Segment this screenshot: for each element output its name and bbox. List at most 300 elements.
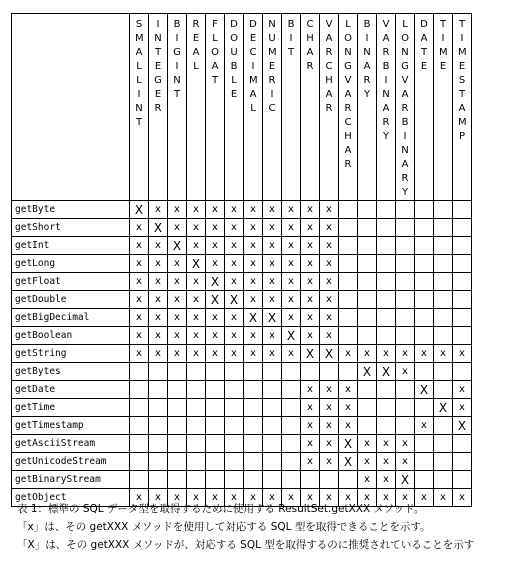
supported-mark: x bbox=[149, 273, 168, 291]
supported-mark: x bbox=[396, 363, 415, 381]
empty-cell bbox=[301, 471, 320, 489]
empty-cell bbox=[206, 399, 225, 417]
empty-cell bbox=[396, 255, 415, 273]
empty-cell bbox=[453, 309, 472, 327]
table-row bbox=[12, 219, 472, 237]
empty-cell bbox=[320, 471, 339, 489]
empty-cell bbox=[453, 201, 472, 219]
column-header-double bbox=[225, 14, 244, 201]
empty-cell bbox=[130, 417, 149, 435]
empty-cell bbox=[130, 363, 149, 381]
column-header-real bbox=[187, 14, 206, 201]
supported-mark: x bbox=[301, 381, 320, 399]
empty-cell bbox=[282, 471, 301, 489]
supported-mark: x bbox=[244, 345, 263, 363]
supported-mark: x bbox=[225, 255, 244, 273]
column-header-label: TIME bbox=[439, 19, 448, 72]
supported-mark: x bbox=[225, 273, 244, 291]
supported-mark: x bbox=[206, 255, 225, 273]
empty-cell bbox=[396, 237, 415, 255]
empty-cell bbox=[415, 309, 434, 327]
supported-mark: x bbox=[130, 309, 149, 327]
recommended-mark: X bbox=[301, 345, 320, 363]
empty-cell bbox=[187, 417, 206, 435]
empty-cell bbox=[434, 417, 453, 435]
empty-cell bbox=[377, 327, 396, 345]
supported-mark: x bbox=[453, 381, 472, 399]
supported-mark: x bbox=[263, 327, 282, 345]
recommended-mark: X bbox=[339, 453, 358, 471]
empty-cell bbox=[434, 237, 453, 255]
empty-cell bbox=[377, 237, 396, 255]
supported-mark: x bbox=[187, 345, 206, 363]
empty-cell bbox=[244, 399, 263, 417]
column-header-binary bbox=[358, 14, 377, 201]
empty-cell bbox=[225, 399, 244, 417]
empty-cell bbox=[130, 471, 149, 489]
empty-cell bbox=[149, 453, 168, 471]
empty-cell bbox=[339, 291, 358, 309]
table-row bbox=[12, 399, 472, 417]
empty-cell bbox=[358, 219, 377, 237]
supported-mark: x bbox=[282, 489, 301, 507]
supported-mark: x bbox=[282, 273, 301, 291]
supported-mark: x bbox=[396, 453, 415, 471]
recommended-mark: X bbox=[187, 255, 206, 273]
empty-cell bbox=[415, 201, 434, 219]
table-row bbox=[12, 255, 472, 273]
supported-mark: x bbox=[320, 219, 339, 237]
supported-mark: x bbox=[320, 435, 339, 453]
supported-mark: x bbox=[301, 489, 320, 507]
empty-cell bbox=[339, 327, 358, 345]
empty-cell bbox=[168, 435, 187, 453]
column-header-label: BIGINT bbox=[173, 19, 181, 100]
empty-cell bbox=[434, 291, 453, 309]
supported-mark: x bbox=[301, 399, 320, 417]
row-label-getfloat: getFloat bbox=[12, 273, 130, 291]
supported-mark: x bbox=[301, 309, 320, 327]
row-label-getbyte: getByte bbox=[12, 201, 130, 219]
table-row bbox=[12, 201, 472, 219]
empty-cell bbox=[339, 309, 358, 327]
supported-mark: x bbox=[453, 489, 472, 507]
supported-mark: x bbox=[282, 237, 301, 255]
supported-mark: x bbox=[320, 453, 339, 471]
empty-cell bbox=[130, 453, 149, 471]
recommended-mark: X bbox=[206, 291, 225, 309]
empty-cell bbox=[396, 399, 415, 417]
column-header-label: INTEGER bbox=[154, 19, 162, 114]
empty-cell bbox=[339, 237, 358, 255]
empty-cell bbox=[282, 381, 301, 399]
empty-cell bbox=[415, 219, 434, 237]
empty-cell bbox=[263, 363, 282, 381]
supported-mark: x bbox=[263, 219, 282, 237]
supported-mark: x bbox=[301, 201, 320, 219]
column-header-longvarbinary bbox=[396, 14, 415, 201]
row-label-getasciistream: getAsciiStream bbox=[12, 435, 130, 453]
supported-mark: x bbox=[168, 273, 187, 291]
table-row bbox=[12, 273, 472, 291]
empty-cell bbox=[415, 237, 434, 255]
empty-cell bbox=[206, 381, 225, 399]
empty-cell bbox=[339, 273, 358, 291]
supported-mark: x bbox=[282, 255, 301, 273]
supported-mark: x bbox=[225, 345, 244, 363]
supported-mark: x bbox=[187, 237, 206, 255]
supported-mark: x bbox=[377, 435, 396, 453]
column-header-label: REAL bbox=[192, 19, 200, 72]
table-row bbox=[12, 363, 472, 381]
empty-cell bbox=[358, 291, 377, 309]
supported-mark: x bbox=[187, 489, 206, 507]
column-header-integer bbox=[149, 14, 168, 201]
supported-mark: x bbox=[263, 345, 282, 363]
supported-mark: x bbox=[168, 291, 187, 309]
supported-mark: x bbox=[301, 237, 320, 255]
empty-cell bbox=[358, 237, 377, 255]
supported-mark: x bbox=[301, 273, 320, 291]
row-label-getshort: getShort bbox=[12, 219, 130, 237]
empty-cell bbox=[453, 255, 472, 273]
recommended-mark: X bbox=[206, 273, 225, 291]
empty-cell bbox=[434, 201, 453, 219]
row-label-getboolean: getBoolean bbox=[12, 327, 130, 345]
empty-cell bbox=[358, 255, 377, 273]
supported-mark: x bbox=[206, 201, 225, 219]
empty-cell bbox=[263, 435, 282, 453]
caption-line-2: 「x」は、その getXXX メソッドを使用して対応する SQL 型を取得できることを示す。 bbox=[17, 521, 431, 533]
empty-cell bbox=[301, 363, 320, 381]
supported-mark: x bbox=[225, 219, 244, 237]
supported-mark: x bbox=[301, 327, 320, 345]
empty-cell bbox=[415, 255, 434, 273]
supported-mark: x bbox=[339, 345, 358, 363]
empty-cell bbox=[434, 453, 453, 471]
column-header-numeric bbox=[263, 14, 282, 201]
supported-mark: x bbox=[263, 273, 282, 291]
supported-mark: x bbox=[301, 435, 320, 453]
supported-mark: x bbox=[244, 219, 263, 237]
supported-mark: x bbox=[396, 435, 415, 453]
supported-mark: x bbox=[168, 327, 187, 345]
empty-cell bbox=[225, 453, 244, 471]
supported-mark: x bbox=[301, 255, 320, 273]
supported-mark: x bbox=[339, 417, 358, 435]
empty-cell bbox=[377, 273, 396, 291]
empty-cell bbox=[339, 201, 358, 219]
column-header-label: BINARY bbox=[363, 19, 371, 100]
empty-cell bbox=[206, 453, 225, 471]
empty-cell bbox=[358, 327, 377, 345]
type-mapping-table bbox=[11, 13, 472, 507]
recommended-mark: X bbox=[168, 237, 187, 255]
column-header-label: VARBINARY bbox=[382, 19, 390, 142]
supported-mark: x bbox=[377, 345, 396, 363]
recommended-mark: X bbox=[263, 309, 282, 327]
empty-cell bbox=[415, 453, 434, 471]
supported-mark: x bbox=[415, 417, 434, 435]
corner-cell bbox=[12, 14, 130, 201]
table-row bbox=[12, 345, 472, 363]
supported-mark: x bbox=[149, 345, 168, 363]
supported-mark: x bbox=[187, 201, 206, 219]
row-label-getlong: getLong bbox=[12, 255, 130, 273]
supported-mark: x bbox=[301, 219, 320, 237]
supported-mark: x bbox=[244, 291, 263, 309]
empty-cell bbox=[434, 273, 453, 291]
empty-cell bbox=[358, 309, 377, 327]
supported-mark: x bbox=[130, 345, 149, 363]
empty-cell bbox=[396, 201, 415, 219]
empty-cell bbox=[168, 417, 187, 435]
supported-mark: x bbox=[320, 489, 339, 507]
empty-cell bbox=[244, 435, 263, 453]
supported-mark: x bbox=[263, 489, 282, 507]
supported-mark: x bbox=[339, 399, 358, 417]
empty-cell bbox=[187, 435, 206, 453]
empty-cell bbox=[206, 435, 225, 453]
empty-cell bbox=[377, 255, 396, 273]
supported-mark: x bbox=[244, 327, 263, 345]
empty-cell bbox=[225, 363, 244, 381]
empty-cell bbox=[434, 309, 453, 327]
supported-mark: x bbox=[244, 489, 263, 507]
supported-mark: x bbox=[244, 255, 263, 273]
supported-mark: x bbox=[244, 237, 263, 255]
supported-mark: x bbox=[206, 309, 225, 327]
supported-mark: x bbox=[168, 255, 187, 273]
recommended-mark: X bbox=[434, 399, 453, 417]
supported-mark: x bbox=[225, 489, 244, 507]
empty-cell bbox=[244, 471, 263, 489]
supported-mark: x bbox=[358, 489, 377, 507]
table-row bbox=[12, 237, 472, 255]
empty-cell bbox=[396, 381, 415, 399]
column-header-label: BIT bbox=[287, 19, 295, 58]
supported-mark: x bbox=[415, 345, 434, 363]
supported-mark: x bbox=[225, 201, 244, 219]
empty-cell bbox=[396, 417, 415, 435]
empty-cell bbox=[168, 471, 187, 489]
column-header-timestamp bbox=[453, 14, 472, 201]
column-header-date bbox=[415, 14, 434, 201]
empty-cell bbox=[149, 471, 168, 489]
supported-mark: x bbox=[263, 237, 282, 255]
empty-cell bbox=[434, 255, 453, 273]
empty-cell bbox=[225, 381, 244, 399]
empty-cell bbox=[187, 453, 206, 471]
empty-cell bbox=[149, 399, 168, 417]
table-row bbox=[12, 435, 472, 453]
row-label-getdouble: getDouble bbox=[12, 291, 130, 309]
column-header-smallint bbox=[130, 14, 149, 201]
recommended-mark: X bbox=[282, 327, 301, 345]
empty-cell bbox=[339, 219, 358, 237]
supported-mark: x bbox=[130, 489, 149, 507]
supported-mark: x bbox=[320, 237, 339, 255]
supported-mark: x bbox=[149, 291, 168, 309]
supported-mark: x bbox=[339, 489, 358, 507]
row-label-getbinarystream: getBinaryStream bbox=[12, 471, 130, 489]
recommended-mark: X bbox=[130, 201, 149, 219]
recommended-mark: X bbox=[358, 363, 377, 381]
column-header-bit bbox=[282, 14, 301, 201]
supported-mark: x bbox=[149, 327, 168, 345]
supported-mark: x bbox=[358, 471, 377, 489]
supported-mark: x bbox=[206, 489, 225, 507]
empty-cell bbox=[339, 255, 358, 273]
empty-cell bbox=[377, 417, 396, 435]
supported-mark: x bbox=[301, 453, 320, 471]
empty-cell bbox=[434, 219, 453, 237]
supported-mark: x bbox=[244, 201, 263, 219]
empty-cell bbox=[415, 471, 434, 489]
row-label-getobject: getObject bbox=[12, 489, 130, 507]
supported-mark: x bbox=[225, 309, 244, 327]
empty-cell bbox=[453, 435, 472, 453]
empty-cell bbox=[187, 363, 206, 381]
supported-mark: x bbox=[434, 345, 453, 363]
empty-cell bbox=[282, 435, 301, 453]
column-header-time bbox=[434, 14, 453, 201]
supported-mark: x bbox=[358, 435, 377, 453]
row-label-gettimestamp: getTimestamp bbox=[12, 417, 130, 435]
empty-cell bbox=[130, 381, 149, 399]
supported-mark: x bbox=[187, 273, 206, 291]
supported-mark: x bbox=[130, 219, 149, 237]
supported-mark: x bbox=[130, 237, 149, 255]
supported-mark: x bbox=[320, 273, 339, 291]
table-row bbox=[12, 381, 472, 399]
empty-cell bbox=[453, 219, 472, 237]
supported-mark: x bbox=[168, 201, 187, 219]
supported-mark: x bbox=[149, 255, 168, 273]
empty-cell bbox=[415, 327, 434, 345]
supported-mark: x bbox=[168, 309, 187, 327]
supported-mark: x bbox=[358, 453, 377, 471]
supported-mark: x bbox=[187, 219, 206, 237]
table-row bbox=[12, 291, 472, 309]
recommended-mark: X bbox=[149, 219, 168, 237]
empty-cell bbox=[434, 327, 453, 345]
table-row bbox=[12, 417, 472, 435]
supported-mark: x bbox=[320, 291, 339, 309]
column-header-label: FLOAT bbox=[211, 19, 219, 86]
supported-mark: x bbox=[187, 291, 206, 309]
column-header-label: CHAR bbox=[306, 19, 314, 72]
empty-cell bbox=[434, 471, 453, 489]
column-header-label: SMALLINT bbox=[135, 19, 144, 128]
empty-cell bbox=[168, 453, 187, 471]
supported-mark: x bbox=[187, 327, 206, 345]
empty-cell bbox=[225, 435, 244, 453]
supported-mark: x bbox=[320, 309, 339, 327]
empty-cell bbox=[434, 363, 453, 381]
column-header-bigint bbox=[168, 14, 187, 201]
column-header-varchar bbox=[320, 14, 339, 201]
empty-cell bbox=[358, 273, 377, 291]
supported-mark: x bbox=[130, 273, 149, 291]
supported-mark: x bbox=[320, 399, 339, 417]
empty-cell bbox=[377, 309, 396, 327]
supported-mark: x bbox=[320, 417, 339, 435]
supported-mark: x bbox=[130, 255, 149, 273]
empty-cell bbox=[358, 381, 377, 399]
empty-cell bbox=[320, 363, 339, 381]
empty-cell bbox=[225, 417, 244, 435]
column-header-label: DOUBLE bbox=[230, 19, 238, 100]
empty-cell bbox=[263, 417, 282, 435]
empty-cell bbox=[206, 471, 225, 489]
supported-mark: x bbox=[320, 327, 339, 345]
empty-cell bbox=[453, 273, 472, 291]
row-label-getdate: getDate bbox=[12, 381, 130, 399]
supported-mark: x bbox=[244, 273, 263, 291]
empty-cell bbox=[130, 435, 149, 453]
row-label-getunicodestream: getUnicodeStream bbox=[12, 453, 130, 471]
supported-mark: x bbox=[149, 309, 168, 327]
empty-cell bbox=[263, 453, 282, 471]
recommended-mark: X bbox=[244, 309, 263, 327]
empty-cell bbox=[396, 327, 415, 345]
empty-cell bbox=[149, 435, 168, 453]
supported-mark: x bbox=[396, 345, 415, 363]
supported-mark: x bbox=[225, 327, 244, 345]
empty-cell bbox=[168, 399, 187, 417]
empty-cell bbox=[187, 471, 206, 489]
supported-mark: x bbox=[282, 291, 301, 309]
empty-cell bbox=[282, 453, 301, 471]
empty-cell bbox=[377, 399, 396, 417]
supported-mark: x bbox=[377, 471, 396, 489]
empty-cell bbox=[453, 453, 472, 471]
empty-cell bbox=[453, 291, 472, 309]
column-header-label: TIMESTAMP bbox=[458, 19, 467, 142]
supported-mark: x bbox=[415, 489, 434, 507]
supported-mark: x bbox=[206, 237, 225, 255]
empty-cell bbox=[187, 399, 206, 417]
empty-cell bbox=[377, 291, 396, 309]
empty-cell bbox=[358, 417, 377, 435]
empty-cell bbox=[168, 363, 187, 381]
empty-cell bbox=[377, 381, 396, 399]
row-label-getint: getInt bbox=[12, 237, 130, 255]
supported-mark: x bbox=[282, 345, 301, 363]
supported-mark: x bbox=[168, 345, 187, 363]
supported-mark: x bbox=[168, 219, 187, 237]
empty-cell bbox=[358, 399, 377, 417]
empty-cell bbox=[282, 417, 301, 435]
supported-mark: x bbox=[434, 489, 453, 507]
column-header-label: NUMERIC bbox=[268, 19, 277, 114]
recommended-mark: X bbox=[453, 417, 472, 435]
empty-cell bbox=[396, 219, 415, 237]
empty-cell bbox=[453, 237, 472, 255]
supported-mark: x bbox=[453, 345, 472, 363]
empty-cell bbox=[263, 381, 282, 399]
column-header-label: DECIMAL bbox=[249, 19, 258, 114]
column-header-float bbox=[206, 14, 225, 201]
supported-mark: x bbox=[282, 201, 301, 219]
supported-mark: x bbox=[149, 237, 168, 255]
empty-cell bbox=[415, 273, 434, 291]
supported-mark: x bbox=[301, 417, 320, 435]
supported-mark: x bbox=[206, 219, 225, 237]
caption-line-1: 表 1：標準の SQL データ型を取得するために使用する ResultSet.getXXX メソッド。 bbox=[17, 503, 425, 515]
supported-mark: x bbox=[339, 381, 358, 399]
